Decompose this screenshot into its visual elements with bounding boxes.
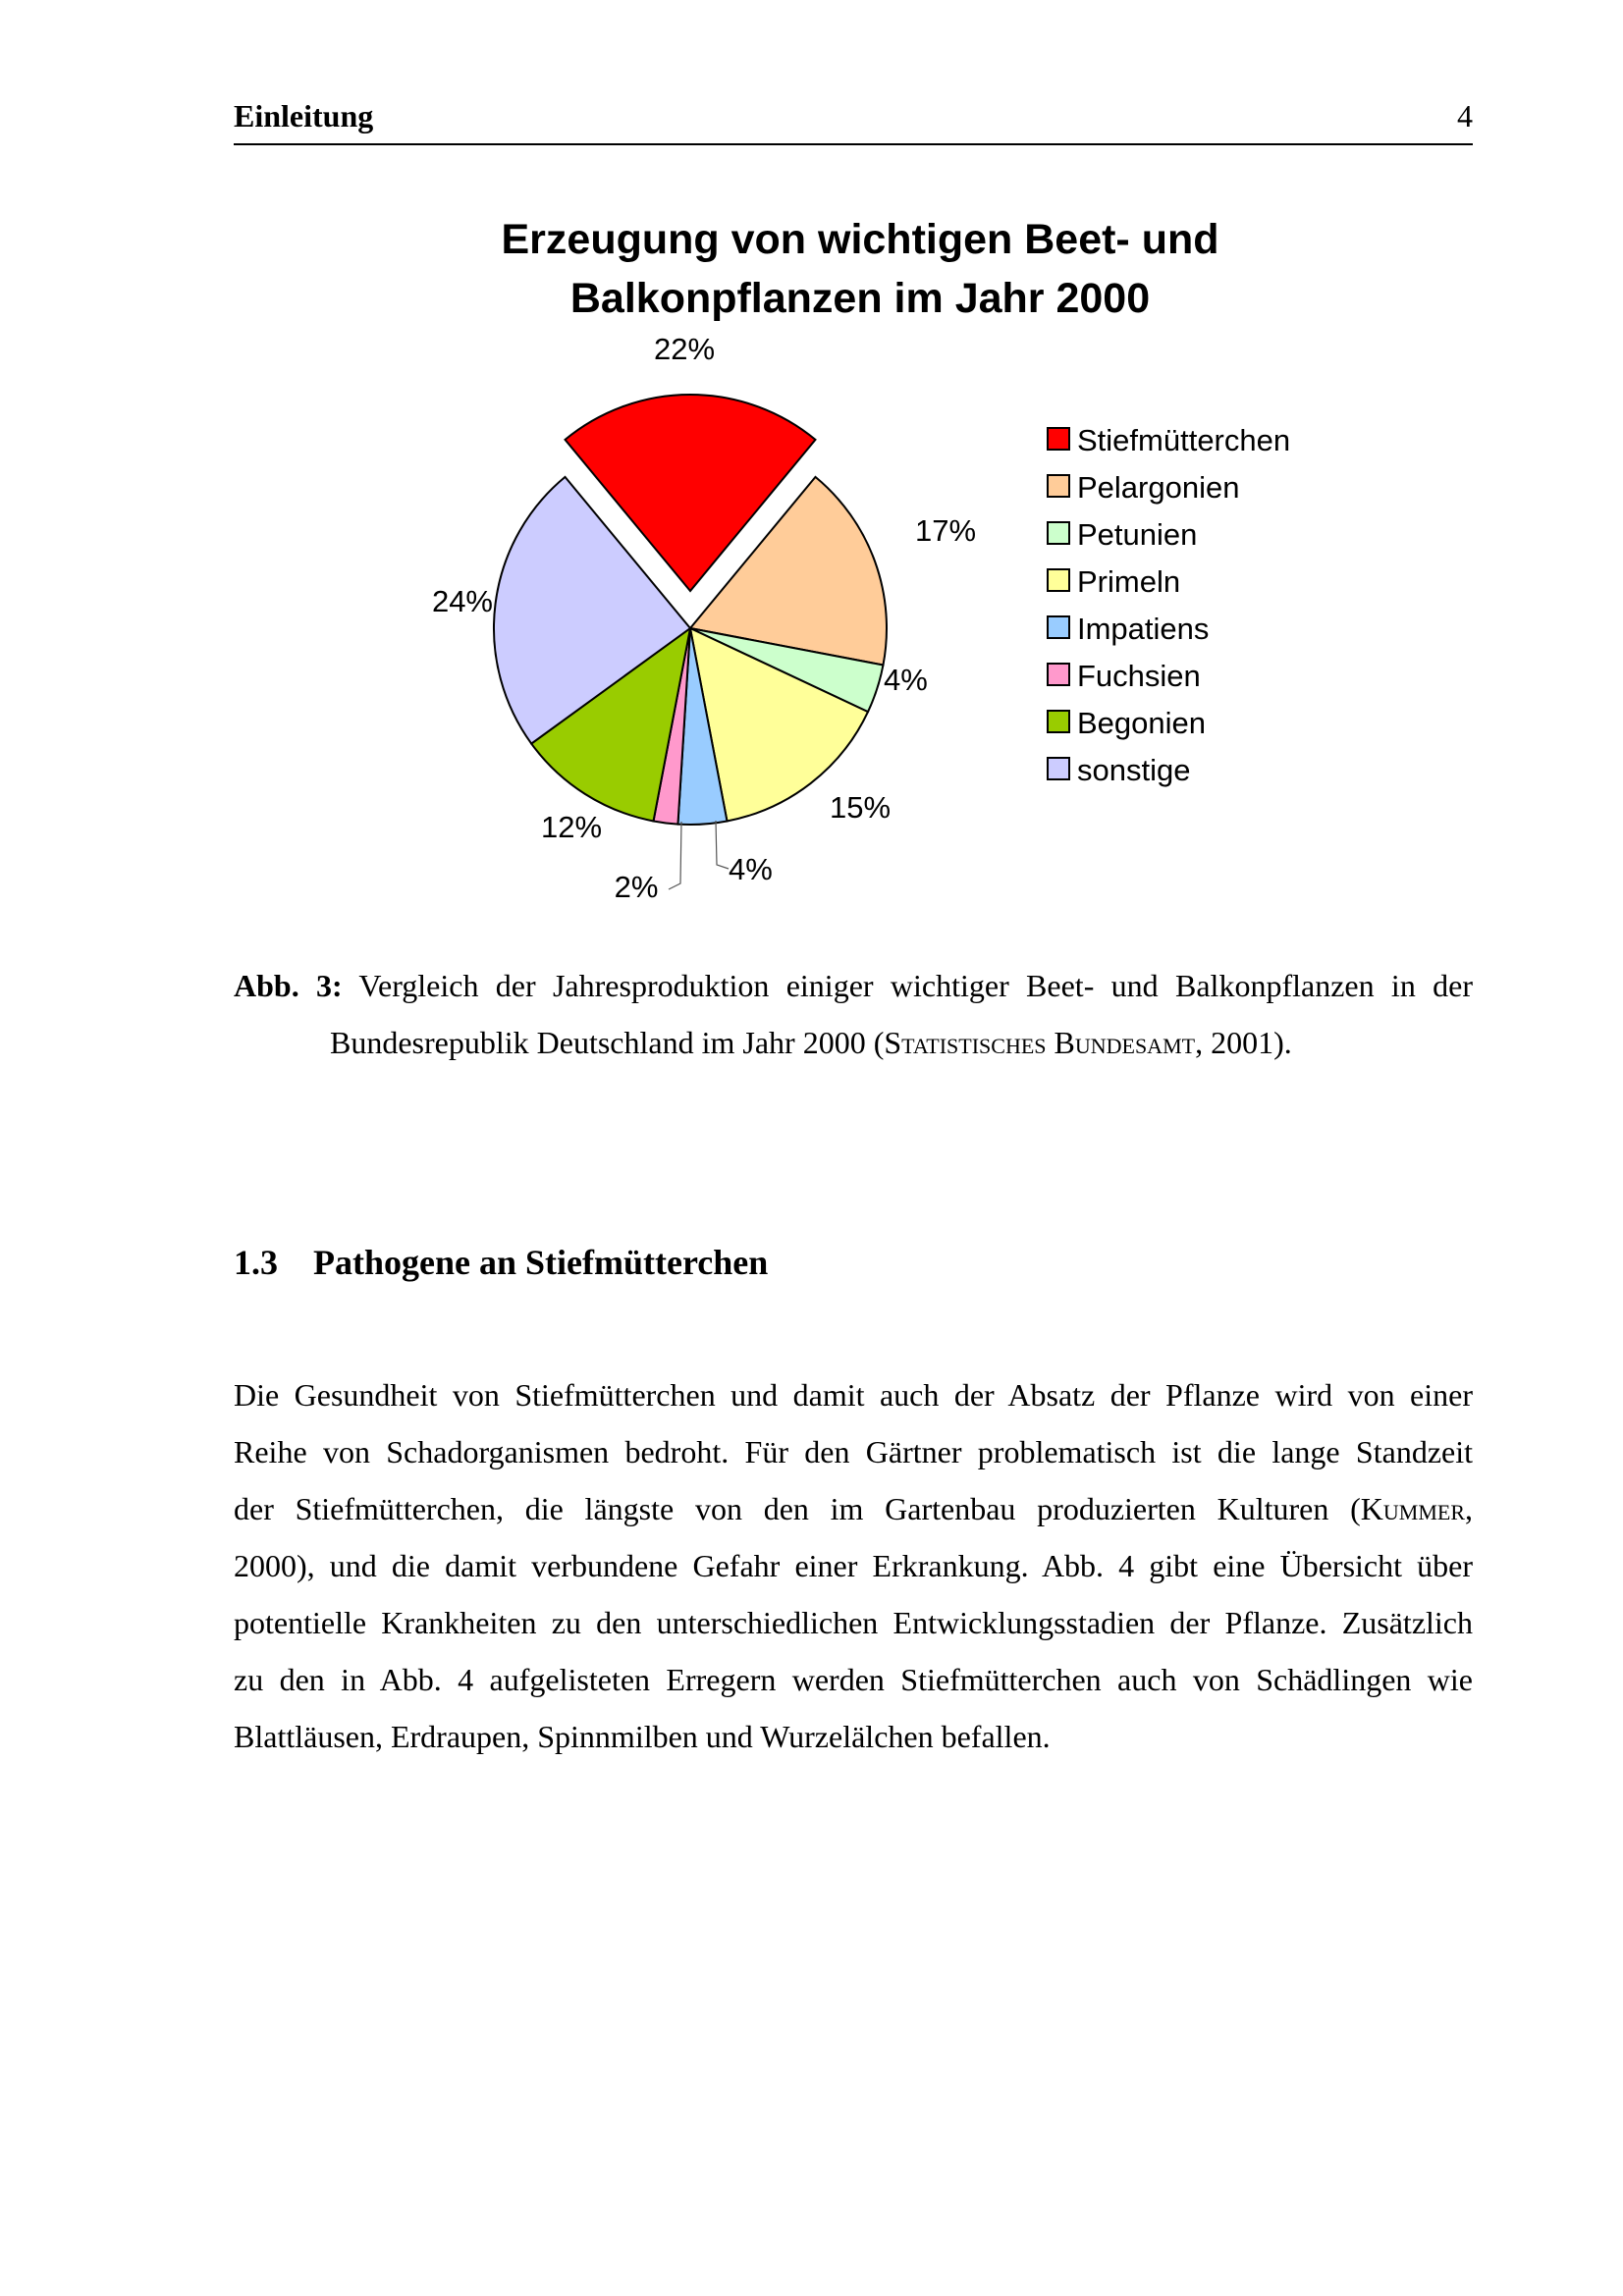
caption-label: Abb. 3: — [234, 968, 343, 1003]
legend-swatch-primeln — [1048, 569, 1069, 591]
slice-label-fuchsien: 2% — [614, 870, 659, 904]
paragraph-line-5: potentielle Krankheiten zu den unterschiedlichen Entwicklungsstadien der Pflanze. Zusätzlich — [234, 1605, 1473, 1640]
legend-swatch-pelargonien — [1048, 475, 1069, 497]
legend-label-stiefmütterchen: Stiefmütterchen — [1077, 423, 1291, 457]
legend-swatch-stiefmütterchen — [1048, 428, 1069, 450]
paragraph-line-1: Die Gesundheit von Stiefmütterchen und damit auch der Absatz der Pflanze wird von einer — [234, 1377, 1473, 1413]
citation-author: Kummer — [1360, 1491, 1465, 1526]
slice-label-primeln: 15% — [830, 790, 892, 825]
legend-swatch-impatiens — [1048, 616, 1069, 638]
figure-caption — [234, 957, 1473, 1071]
paragraph-line-2: Reihe von Schadorganismen bedroht. Für den Gärtner problematisch ist die lange Standzeit — [234, 1434, 1473, 1469]
caption-line-2-start: Bundesrepublik Deutschland im Jahr 2000 ( — [330, 1025, 885, 1060]
slice-label-begonien: 12% — [540, 810, 603, 844]
legend-label-pelargonien: Pelargonien — [1077, 470, 1240, 505]
paragraph-line-4: 2000), und die damit verbundene Gefahr einer Erkrankung. Abb. 4 gibt eine Übersicht über — [234, 1548, 1473, 1583]
slice-label-petunien: 4% — [884, 663, 928, 697]
section-heading — [234, 1242, 768, 1283]
legend-label-petunien: Petunien — [1077, 517, 1198, 552]
legend-label-impatiens: Impatiens — [1077, 612, 1210, 646]
chart-title-line-2: Balkonpflanzen im Jahr 2000 — [569, 275, 1151, 322]
legend-swatch-petunien — [1048, 522, 1069, 544]
slice-label-pelargonien: 17% — [915, 513, 977, 548]
legend-label-fuchsien: Fuchsien — [1077, 659, 1201, 693]
legend-swatch-sonstige — [1048, 758, 1069, 779]
paragraph-line-3 — [234, 1480, 1473, 1537]
header-title: Einleitung — [234, 98, 374, 133]
legend-label-begonien: Begonien — [1077, 706, 1207, 740]
caption-line-1: Vergleich der Jahresproduktion einiger wichtiger Beet- und Balkonpflanzen in der — [342, 968, 1474, 1003]
section-title: Pathogene an Stiefmütterchen — [313, 1243, 769, 1282]
slice-label-sonstige: 24% — [431, 584, 493, 618]
pie-chart — [373, 196, 1355, 923]
slice-label-impatiens: 4% — [729, 852, 773, 886]
legend-label-sonstige: sonstige — [1077, 753, 1191, 787]
legend-swatch-begonien — [1048, 711, 1069, 732]
legend-label-primeln: Primeln — [1077, 564, 1181, 599]
caption-source: Statistisches Bundesamt — [884, 1025, 1196, 1060]
chart-title-line-1: Erzeugung von wichtigen Beet- und — [501, 216, 1219, 263]
paragraph-line-7: Blattläusen, Erdraupen, Spinnmilben und Wurzelälchen befallen. — [234, 1719, 1051, 1754]
slice-label-stiefmütterchen: 22% — [653, 332, 716, 366]
paragraph-line-6: zu den in Abb. 4 aufgelisteten Erregern werden Stiefmütterchen auch von Schädlingen wie — [234, 1662, 1473, 1697]
body-paragraph — [234, 1366, 1473, 1765]
paragraph-line-3-end: , — [1465, 1491, 1473, 1526]
leader-line-fuchsien — [669, 822, 681, 889]
running-header — [234, 94, 1473, 145]
legend-swatch-fuchsien — [1048, 664, 1069, 685]
caption-line-2-end: , 2001). — [1195, 1025, 1292, 1060]
paragraph-line-3-text: der Stiefmütterchen, die längste von den im Gartenbau produzierten Kulturen ( — [234, 1491, 1361, 1526]
page-number: 4 — [1457, 98, 1473, 133]
section-number: 1.3 — [234, 1243, 278, 1282]
leader-line-impatiens — [716, 821, 729, 869]
